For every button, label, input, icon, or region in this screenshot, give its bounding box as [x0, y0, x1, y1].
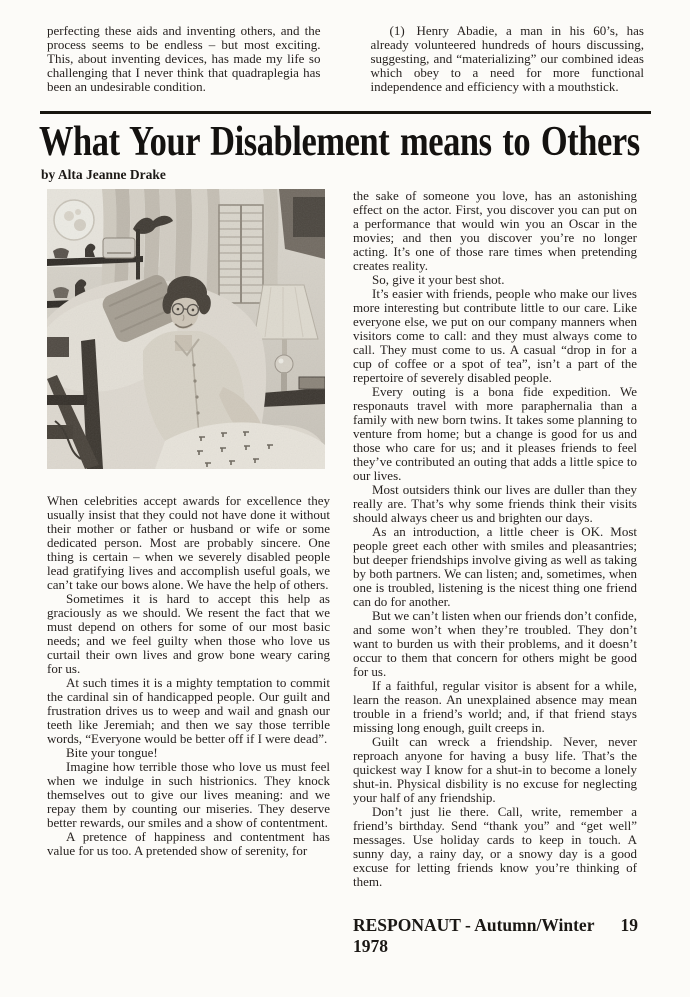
top-right-footnote	[344, 24, 645, 94]
paragraph: Every outing is a bona fide expedition. We responauts travel with more paraphernalia than a family with new born twins. It takes some planning to venture from home; but a change is good for us and those who care for us; and it pleases friends to feel they’ve contributed an outing that adds a little spice to our lives.	[353, 384, 637, 483]
footnote-marker: (1)	[389, 23, 405, 38]
page-number: 19	[620, 915, 638, 935]
paragraph: If a faithful, regular visitor is absent for a while, learn the reason. An unexplained absence may mean trouble in a friend’s world; and, if that friend stays missing long enough, guilt creeps in.	[353, 678, 637, 735]
article-title: What Your Disablement means to Others	[39, 119, 640, 165]
paragraph: As an introduction, a little cheer is OK. Most people greet each other with smiles and pleasantries; but deeper friendships involve giving as well as taking by both partners. We can listen; and, sometimes, when one is troubled, listening is the nicest thing one friend can do for another.	[353, 524, 637, 609]
paragraph: At such times it is a mighty temptation to commit the cardinal sin of handicapped people. Our guilt and frustration drives us to weep and wail and gnash our teeth like Jeremiah; and then we say those terrible words, “Everyone would be better off if I were dead”.	[47, 675, 330, 746]
paragraph: Bite your tongue!	[66, 745, 158, 760]
article-byline: by Alta Jeanne Drake	[41, 167, 166, 182]
paragraph: A pretence of happiness and contentment has value for us too. A pretended show of serenity, for	[47, 829, 330, 858]
article-left-column	[47, 494, 330, 858]
section-divider-rule	[40, 111, 651, 114]
article-photo	[47, 189, 325, 469]
previous-article-end	[47, 24, 644, 94]
paragraph: Don’t just lie there. Call, write, remember a friend’s birthday. Send “thank you” and “get well” messages. Use holiday cards to keep in touch. A sunny day, a rainy day, or a snowy day is a good excuse for letting friends know you’re thinking of them.	[353, 804, 637, 889]
top-left-paragraph: perfecting these aids and inventing others, and the process seems to be endless – but most exciting. This, about inventing devices, has made my life so challenging that I never think that quadraplegia has been an undesirable condition.	[47, 23, 321, 94]
footnote-text: Henry Abadie, a man in his 60’s, has already volunteered hundreds of hours discussing, suggesting, and “materializing” our combined ideas which obey to a need for more functional independence and efficiency with a mouthstick.	[370, 23, 644, 94]
paragraph: Sometimes it is hard to accept this help as graciously as we should. We resent the fact that we must depend on others for some of our most basic needs; and we feel guilty when those who love us curtail their own lives and grow bone weary caring for us.	[47, 591, 330, 676]
paragraph: When celebrities accept awards for excellence they usually insist that they could not have done it without their mother or father or husband or wife or some dedicated person. Most are probably sincere. One thing is certain – when we severely disabled people lead gratifying lives and accomplish useful goals, we can’t take our bows alone. We have the help of others.	[47, 493, 330, 592]
paragraph: But we can’t listen when our friends don’t confide, and some won’t when they’re troubled. They don’t want to burden us with their problems, and it doesn’t occur to them that concern for others might be good for us.	[353, 608, 637, 679]
journal-title: RESPONAUT - Autumn/Winter 1978	[353, 915, 595, 956]
paragraph: Guilt can wreck a friendship. Never, never reproach anyone for having a busy life. That’s the quickest way I know for a shut-in to become a lonely shut-in. Physical disbility is no excuse for neglecting your half of any friendship.	[353, 734, 637, 805]
paragraph: the sake of someone you love, has an astonishing effect on the actor. First, you discover you can put on a performance that would win you an Oscar in the movies; and then you discover you’re no longer acting. It’s one of those rare times when pretending creates reality.	[353, 188, 637, 273]
paragraph: Most outsiders think our lives are duller than they really are. That’s why some friends think their visits should always cheer us and brighten our days.	[353, 482, 637, 525]
paragraph: Imagine how terrible those who love us must feel when we indulge in such histrionics. They knock themselves out to give our lives meaning: and we repay them by counting our miseries. They deserve better rewards, our smiles and a show of contentment.	[47, 759, 330, 830]
paragraph: It’s easier with friends, people who make our lives more interesting but contribute little to our care. Like everyone else, we put on our company manners when visitors come to call: and they must always come to call. They must come to us. A casual “drop in for a cup of coffee or a spot of tea”, isn’t a part of the repertoire of severely disabled people.	[353, 286, 637, 385]
page-footer	[353, 915, 638, 957]
article-right-column	[353, 189, 637, 889]
photo-grain	[47, 189, 325, 469]
paragraph: So, give it your best shot.	[372, 272, 505, 287]
